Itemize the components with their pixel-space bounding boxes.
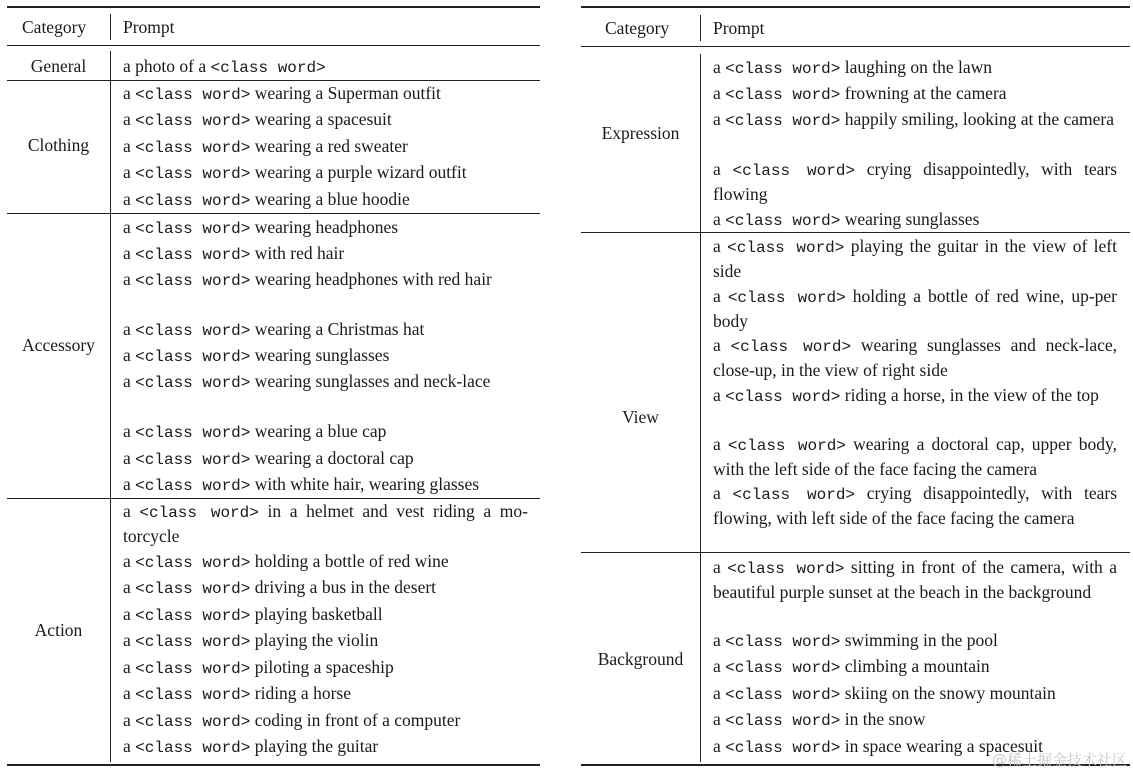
prompt-suffix: wearing a doctoral cap, upper body, with the left side of the face facing the camera <box>713 434 1117 479</box>
prompt-prefix: a <box>123 736 136 756</box>
prompt-row <box>713 158 1117 206</box>
prompt-suffix: laughing on the lawn <box>840 57 993 77</box>
prompt-row <box>713 108 1117 133</box>
prompt-row <box>713 285 1117 333</box>
prompt-prefix: a <box>123 474 136 494</box>
prompt-prefix: a <box>123 371 136 391</box>
prompt-prefix: a <box>713 434 728 454</box>
header-prompt: Prompt <box>123 17 175 37</box>
prompt-row <box>123 500 528 548</box>
prompt-suffix: wearing a red sweater <box>250 136 408 156</box>
header-rule <box>581 46 1130 47</box>
prompt-prefix: a <box>123 345 136 365</box>
prompt-row <box>123 318 533 343</box>
prompt-prefix: a <box>123 501 140 521</box>
class-word-token: <class word> <box>725 712 841 730</box>
prompt-suffix: wearing sunglasses and neck-lace, close-up, in the view of right side <box>713 335 1117 380</box>
prompt-row <box>713 208 1117 233</box>
class-word-token: <class word> <box>732 486 856 504</box>
class-word-token: <class word> <box>135 554 251 572</box>
prompt-prefix: a <box>123 577 136 597</box>
prompt-row <box>123 656 533 681</box>
prompt-prefix: a <box>713 109 726 129</box>
prompt-row <box>123 420 533 445</box>
class-word-token: <class word> <box>727 239 845 257</box>
class-word-token: <class word> <box>725 633 841 651</box>
class-word-token: <class word> <box>732 162 856 180</box>
prompt-prefix: a <box>123 83 136 103</box>
header-category: Category <box>605 18 670 38</box>
prompt-suffix: crying disappointedly, with tears flowing, with left side of the face facing the camera <box>713 483 1118 528</box>
prompt-prefix: a <box>123 136 136 156</box>
prompt-row <box>713 629 1117 654</box>
column-divider <box>110 14 111 40</box>
prompt-suffix: playing basketball <box>250 604 383 624</box>
prompt-suffix: holding a bottle of red wine, up-per body <box>713 286 1117 331</box>
prompt-row <box>123 82 533 107</box>
class-word-token: <class word> <box>727 289 846 307</box>
prompt-suffix: wearing a doctoral cap <box>250 448 414 468</box>
prompt-row <box>123 709 533 734</box>
prompt-suffix: skiing on the snowy mountain <box>840 683 1056 703</box>
category-background: Background <box>597 648 684 669</box>
prompt-suffix: wearing a Superman outfit <box>250 83 441 103</box>
prompt-suffix: sitting in front of the camera, with a beautiful purple sunset at the beach in the background <box>713 557 1118 602</box>
prompt-prefix: a <box>713 656 726 676</box>
prompt-row <box>713 482 1117 530</box>
category-accessory: Accessory <box>22 334 95 355</box>
class-word-token: <class word> <box>135 348 251 366</box>
class-word-token: <class word> <box>135 424 251 442</box>
prompt-prefix: a <box>123 217 136 237</box>
prompt-row <box>123 370 528 395</box>
prompt-prefix: a <box>713 209 726 229</box>
prompt-suffix: swimming in the pool <box>840 630 998 650</box>
prompt-prefix: a <box>123 189 136 209</box>
class-word-token: <class word> <box>135 660 251 678</box>
prompt-prefix: a <box>123 683 136 703</box>
category-general: General <box>30 55 87 76</box>
prompt-suffix: coding in front of a computer <box>250 710 461 730</box>
prompt-suffix: crying disappointedly, with tears flowing <box>713 159 1118 204</box>
prompt-suffix: wearing a blue hoodie <box>250 189 410 209</box>
prompt-suffix: piloting a spaceship <box>250 657 394 677</box>
group-rule <box>7 80 540 81</box>
class-word-token: <class word> <box>725 686 841 704</box>
prompt-row <box>123 603 533 628</box>
class-word-token: <class word> <box>210 59 326 77</box>
prompt-row <box>123 629 533 654</box>
prompt-suffix: playing the guitar in the view of left side <box>713 236 1117 281</box>
prompt-prefix: a <box>123 604 136 624</box>
prompt-row <box>713 433 1117 481</box>
prompt-prefix: a <box>123 657 136 677</box>
class-word-token: <class word> <box>135 246 251 264</box>
group-rule <box>7 498 540 499</box>
prompt-prefix: a <box>713 57 726 77</box>
prompt-row <box>123 682 533 707</box>
class-word-token: <class word> <box>135 633 251 651</box>
prompt-table-left <box>7 0 540 776</box>
header-prompt: Prompt <box>713 18 765 38</box>
prompt-row <box>713 384 1117 409</box>
prompt-suffix: riding a horse <box>250 683 351 703</box>
prompt-suffix: playing the violin <box>250 630 379 650</box>
prompt-row <box>713 708 1117 733</box>
prompt-prefix: a <box>123 421 136 441</box>
prompt-row <box>123 447 533 472</box>
class-word-token: <class word> <box>727 560 845 578</box>
class-word-token: <class word> <box>725 388 841 406</box>
prompt-prefix: a <box>713 159 733 179</box>
prompt-prefix: a <box>713 236 728 256</box>
prompt-prefix: a <box>123 319 136 339</box>
category-expression: Expression <box>601 122 680 143</box>
prompt-suffix: wearing headphones with red hair <box>250 269 492 289</box>
prompt-suffix: in the snow <box>840 709 926 729</box>
prompt-prefix: a <box>123 630 136 650</box>
class-word-token: <class word> <box>727 437 846 455</box>
class-word-token: <class word> <box>135 686 251 704</box>
header-category: Category <box>22 17 87 37</box>
prompt-prefix: a <box>713 709 726 729</box>
prompt-row <box>123 55 533 80</box>
prompt-prefix: a <box>713 83 726 103</box>
prompt-prefix: a <box>123 162 136 182</box>
header-rule <box>7 45 540 46</box>
prompt-suffix: wearing a purple wizard outfit <box>250 162 467 182</box>
prompt-row <box>713 556 1117 604</box>
class-word-token: <class word> <box>135 739 251 757</box>
prompt-suffix: happily smiling, looking at the camera <box>840 109 1114 129</box>
prompt-prefix: a <box>123 448 136 468</box>
prompt-prefix: a <box>123 109 136 129</box>
class-word-token: <class word> <box>730 338 852 356</box>
prompt-suffix: with white hair, wearing glasses <box>250 474 480 494</box>
prompt-row <box>123 735 533 760</box>
prompt-suffix: in space wearing a spacesuit <box>840 736 1044 756</box>
watermark: @稀土掘金技术社区 <box>991 751 1127 769</box>
group-rule <box>7 213 540 214</box>
prompt-row <box>713 56 1117 81</box>
class-word-token: <class word> <box>135 477 251 495</box>
class-word-token: <class word> <box>135 139 251 157</box>
prompt-row <box>123 108 533 133</box>
column-divider <box>110 51 111 762</box>
prompt-prefix: a <box>713 385 726 405</box>
top-rule <box>7 6 540 8</box>
class-word-token: <class word> <box>725 659 841 677</box>
class-word-token: <class word> <box>135 322 251 340</box>
category-clothing: Clothing <box>27 134 90 155</box>
prompt-row <box>123 161 533 186</box>
class-word-token: <class word> <box>725 112 841 130</box>
prompt-suffix: wearing sunglasses <box>840 209 980 229</box>
prompt-prefix: a <box>123 243 136 263</box>
class-word-token: <class word> <box>725 212 841 230</box>
class-word-token: <class word> <box>135 713 251 731</box>
class-word-token: <class word> <box>725 739 841 757</box>
prompt-suffix: wearing sunglasses and neck-lace <box>250 371 491 391</box>
class-word-token: <class word> <box>135 220 251 238</box>
prompt-suffix: frowning at the camera <box>840 83 1007 103</box>
prompt-prefix: a <box>713 736 726 756</box>
prompt-row <box>123 344 533 369</box>
prompt-suffix: with red hair <box>250 243 345 263</box>
class-word-token: <class word> <box>135 374 251 392</box>
prompt-prefix: a <box>713 286 728 306</box>
prompt-suffix: wearing a spacesuit <box>250 109 392 129</box>
class-word-token: <class word> <box>135 272 251 290</box>
prompt-table-right <box>581 0 1130 776</box>
bottom-rule <box>7 764 540 766</box>
prompt-suffix: playing the guitar <box>250 736 379 756</box>
prompt-prefix: a <box>713 483 733 503</box>
prompt-prefix: a <box>713 630 726 650</box>
class-word-token: <class word> <box>139 504 259 522</box>
class-word-token: <class word> <box>725 60 841 78</box>
top-rule <box>581 6 1130 8</box>
prompt-suffix: climbing a mountain <box>840 656 990 676</box>
prompt-row <box>713 682 1117 707</box>
prompt-suffix: wearing a Christmas hat <box>250 319 425 339</box>
prompt-row <box>123 576 533 601</box>
prompt-row <box>713 82 1117 107</box>
prompt-row <box>123 216 533 241</box>
prompt-suffix: wearing sunglasses <box>250 345 390 365</box>
prompt-prefix: a photo of a <box>123 56 211 76</box>
prompt-prefix: a <box>713 683 726 703</box>
column-divider <box>700 15 701 41</box>
class-word-token: <class word> <box>135 607 251 625</box>
prompt-row <box>123 242 533 267</box>
prompt-prefix: a <box>123 710 136 730</box>
group-rule <box>581 552 1130 553</box>
prompt-prefix: a <box>713 335 731 355</box>
class-word-token: <class word> <box>135 580 251 598</box>
prompt-row <box>713 235 1117 283</box>
prompt-prefix: a <box>123 551 136 571</box>
class-word-token: <class word> <box>135 112 251 130</box>
prompt-prefix: a <box>713 557 728 577</box>
class-word-token: <class word> <box>135 165 251 183</box>
prompt-row <box>123 473 533 498</box>
prompt-row <box>123 135 533 160</box>
prompt-suffix: wearing a blue cap <box>250 421 387 441</box>
class-word-token: <class word> <box>135 86 251 104</box>
prompt-suffix: riding a horse, in the view of the top <box>840 385 1099 405</box>
prompt-row <box>123 268 528 293</box>
category-action: Action <box>34 619 83 640</box>
prompt-suffix: driving a bus in the desert <box>250 577 437 597</box>
prompt-row <box>713 655 1117 680</box>
prompt-suffix: wearing headphones <box>250 217 399 237</box>
prompt-row <box>713 334 1117 382</box>
class-word-token: <class word> <box>135 451 251 469</box>
column-divider <box>700 54 701 762</box>
prompt-suffix: holding a bottle of red wine <box>250 551 449 571</box>
prompt-row <box>123 550 533 575</box>
prompt-prefix: a <box>123 269 136 289</box>
category-view: View <box>622 406 659 427</box>
prompt-row <box>123 188 533 213</box>
class-word-token: <class word> <box>725 86 841 104</box>
prompt-suffix: in a helmet and vest riding a mo-torcycle <box>123 501 529 546</box>
class-word-token: <class word> <box>135 192 251 210</box>
